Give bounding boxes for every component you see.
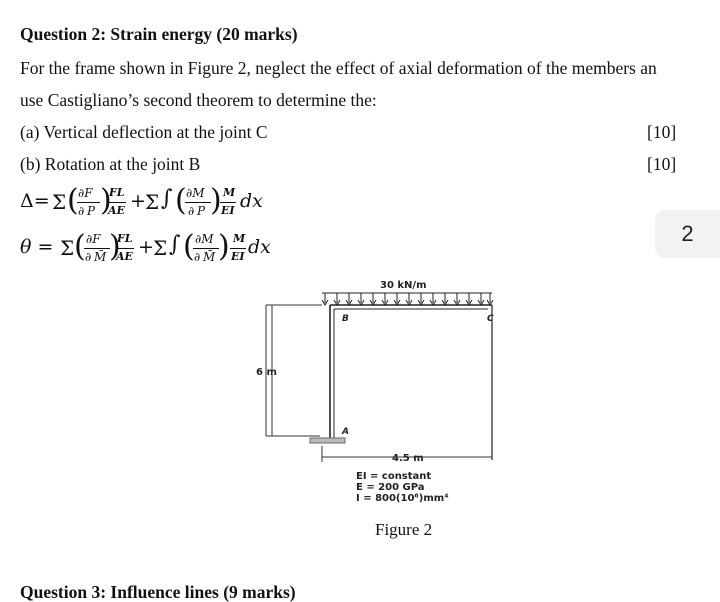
eq1-paren-open-2: ( [175, 183, 187, 218]
distributed-load [322, 293, 493, 305]
eq1-dF: ∂F [78, 186, 93, 200]
height-label: 6 m [256, 367, 277, 378]
eq2-EI: EI [231, 250, 245, 263]
question-heading: Question 2: Strain energy (20 marks) [20, 24, 298, 44]
eq1-dx: dx [240, 190, 263, 212]
joint-b-label: B [342, 314, 349, 324]
eq1-AE: AE [108, 204, 125, 217]
eq1-integral: ∫ [161, 186, 173, 211]
eq1-var-2: P [197, 204, 206, 218]
eq1-lhs: Δ= [20, 190, 50, 212]
intro-line-1: For the frame shown in Figure 2, neglect the effect of axial deformation of the members an [20, 58, 657, 78]
next-question-heading: Question 3: Influence lines (9 marks) [20, 582, 296, 602]
eq2-paren-open-1: ( [74, 229, 86, 264]
eq1-sum-1: Σ [52, 190, 67, 214]
eq2-d: ∂ [85, 250, 92, 264]
eq2-dM: ∂M [195, 232, 214, 246]
eq1-paren-close-1: ) [100, 183, 112, 218]
eq2-var: M̄ [94, 250, 107, 264]
eq2-paren-close-1: ) [109, 229, 121, 264]
eq2-plus: + [138, 236, 154, 258]
eq2-integral: ∫ [169, 232, 181, 257]
prop-i: I = 800(10⁶)mm⁴ [356, 493, 449, 504]
eq2-paren-close-2: ) [218, 229, 230, 264]
eq2-d-2: ∂ [194, 250, 201, 264]
width-label: 4.5 m [392, 453, 424, 464]
eq2-dF: ∂F [86, 232, 101, 246]
eq2-lhs: θ = [20, 236, 54, 258]
eq1-FL: FL [109, 186, 125, 199]
eq2-paren-open-2: ( [183, 229, 195, 264]
part-a: (a) Vertical deflection at the joint C [20, 122, 268, 142]
eq1-paren-close-2: ) [210, 183, 222, 218]
frame-members [330, 305, 492, 460]
eq1-paren-open-1: ( [67, 183, 79, 218]
eq2-dx: dx [248, 236, 271, 258]
eq1-var: P [87, 204, 96, 218]
joint-c-label: C [487, 314, 494, 324]
prop-ei: EI = constant [356, 471, 432, 482]
eq1-dM: ∂M [186, 186, 205, 200]
eq1-d: ∂ [78, 204, 85, 218]
load-arrows [322, 293, 493, 305]
eq2-M: M [233, 232, 246, 245]
eq1-sum-2: Σ [145, 190, 160, 214]
eq2-var-2: M̄ [203, 250, 216, 264]
eq1-EI: EI [221, 204, 235, 217]
eq2-sum-1: Σ [60, 236, 75, 260]
part-b-marks: [10] [647, 154, 677, 174]
load-label: 30 kN/m [380, 280, 427, 291]
prop-e: E = 200 GPa [356, 482, 425, 493]
eq1-d-2: ∂ [188, 204, 195, 218]
part-a-marks: [10] [647, 122, 677, 142]
fixed-support-a [310, 438, 345, 443]
eq2-FL: FL [117, 232, 133, 245]
eq2-sum-2: Σ [153, 236, 168, 260]
part-b: (b) Rotation at the joint B [20, 154, 201, 174]
eq1-plus: + [130, 190, 146, 212]
figure-caption: Figure 2 [375, 520, 433, 539]
joint-a-label: A [342, 427, 349, 437]
intro-line-2: use Castigliano’s second theorem to determine the: [20, 90, 377, 110]
page-number-badge: 2 [655, 210, 720, 258]
eq2-AE: AE [116, 250, 133, 263]
eq1-M: M [223, 186, 236, 199]
